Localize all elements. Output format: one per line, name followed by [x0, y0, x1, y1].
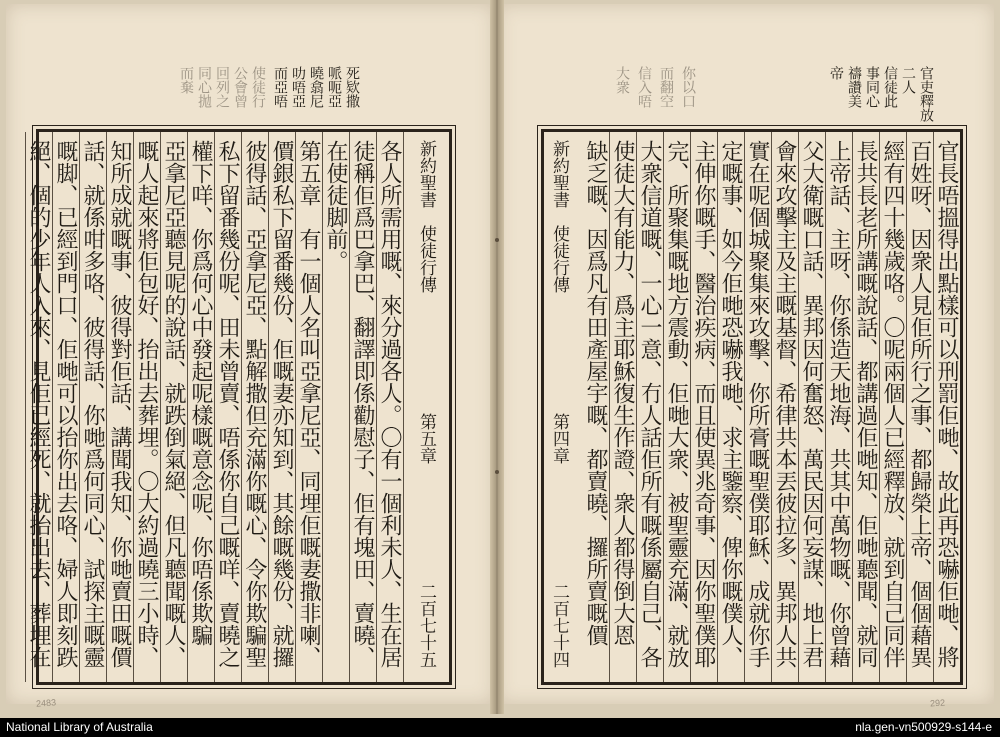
- right-bleed-column: 而翻空: [658, 66, 674, 108]
- right-pencil-mark: 292: [929, 697, 946, 709]
- right-bleed-column: 禱讚美: [846, 66, 862, 108]
- left-text-column: 嘅脚、已經到門口、佢哋可以抬你出去咯、婦人即刻跌: [52, 132, 79, 682]
- item-identifier: nla.gen-vn500929-s144-e: [855, 720, 992, 734]
- right-running-header: [536, 132, 582, 682]
- left-text-column: 亞拿尼亞聽見呢的說話、就跌倒氣絕、但凡聽聞嘅人、: [160, 132, 187, 682]
- left-text-column: 私下留番幾份呢、田未曾賣、唔係你自己嘅咩、賣曉之: [214, 132, 241, 682]
- left-bleed-column: 而亞唔: [272, 66, 288, 108]
- right-text-column: 完、所聚集嘅地方震動、佢哋大衆、被聖靈充滿、就放: [663, 132, 690, 682]
- left-text-column: 徒稱佢爲巴拿巴、翻譯即係勸慰子、佢有塊田、賣曉、: [349, 132, 376, 682]
- left-page-number: 二百七十五: [416, 583, 436, 668]
- right-text-column: 定嘅事、如今佢哋恐嚇我哋、求主鑒察、俾你嘅僕人、: [717, 132, 744, 682]
- right-bleed-column: 信徒此: [882, 66, 898, 108]
- left-bleed-column: 同心拋: [196, 66, 212, 108]
- left-text-column: 各人所需用嘅、來分過各人。〇有一個利未人、生在居: [376, 132, 403, 682]
- right-bleed-column: 大衆: [614, 66, 630, 94]
- right-bleed-column: 帝: [828, 66, 844, 80]
- left-header-title: 新約聖書 使徒行傳: [416, 140, 436, 293]
- left-header-chapter: 第五章: [416, 412, 436, 464]
- left-bleed-column: 使徒行: [250, 66, 266, 108]
- right-bleed-column: 你以口: [680, 66, 696, 108]
- left-text-column: 權下咩、你爲何心中發起呢樣嘅意念呢、你唔係欺騙: [187, 132, 214, 682]
- attribution-bar: [0, 718, 1000, 737]
- left-text-column: 在使徒脚前。: [322, 132, 349, 682]
- right-bleed-column: 信入唔: [636, 66, 652, 108]
- right-header-chapter: 第四章: [549, 412, 569, 464]
- right-text-column: 實在呢個城聚集來攻擊、你所膏嘅聖僕耶穌、成就你手: [744, 132, 771, 682]
- right-text-column: 大衆信道嘅、一心一意、冇人話佢所有嘅係屬自己、各: [636, 132, 663, 682]
- right-text-column: 缺乏嘅、因爲凡有田產屋宇嘅、都賣曉、攞所賣嘅價: [583, 140, 608, 646]
- left-text-column: 第五章 有一個人名叫亞拿尼亞、同埋佢嘅妻撒非喇、: [295, 132, 322, 682]
- left-bleed-column: 哌呃亞: [326, 66, 342, 108]
- binding-stitch: [495, 470, 499, 474]
- left-bleed-column: 叻唔亞: [290, 66, 306, 108]
- right-bleed-column: 事同心: [864, 66, 880, 108]
- left-bleed-column: 回列之: [214, 66, 230, 108]
- left-text-column: 價銀私下留番幾份、佢嘅妻亦知到、其餘嘅幾份、就攞: [268, 132, 295, 682]
- left-bleed-column: 曉翕尼: [308, 66, 324, 108]
- left-bleed-column: 公會曾: [232, 66, 248, 108]
- right-text-column: 長共長老所講嘅說話、都講過佢哋知、佢哋聽聞、就同: [852, 132, 879, 682]
- left-text-column: 嘅人起來將佢包好、抬出去葬埋。〇大約過曉三小時、: [133, 132, 160, 682]
- left-running-header: [403, 132, 449, 682]
- left-text-frame: [26, 129, 452, 685]
- right-text-column: 會來攻擊主及主嘅基督、希律共本丟彼拉多、異邦人共: [771, 132, 798, 682]
- library-name: National Library of Australia: [6, 720, 153, 734]
- book-gutter: [490, 0, 504, 714]
- left-text-column: 知所成就嘅事、彼得對佢話、講聞我知、你哋賣田嘅價: [106, 132, 133, 682]
- left-text-column: 彼得話、亞拿尼亞、點解撒但充滿你嘅心、令你欺騙聖: [241, 132, 268, 682]
- left-bleed-column: 而棄: [178, 66, 194, 94]
- right-header-title: 新約聖書 使徒行傳: [549, 140, 569, 293]
- right-text-column: 主伸你嘅手、醫治疾病、而且使異兆奇事、因你聖僕耶: [690, 132, 717, 682]
- right-text-column: 官長唔搵得出點樣可以刑罰佢哋、故此再恐嚇佢哋、將: [933, 132, 960, 682]
- left-text-column: 絕、個的少年人入來、見佢已經死、就抬出去、葬埋在: [25, 132, 52, 682]
- left-bleed-column: 死欵撒: [344, 66, 360, 108]
- right-text-frame: [541, 129, 963, 685]
- right-text-column: 父大衛嘅口話、異邦因何奮怒、萬民因何妄謀、地上君: [798, 132, 825, 682]
- right-text-column: 上帝話、主呀、你係造天地海、共其中萬物嘅、你曾藉: [825, 132, 852, 682]
- right-bleed-column: 二人: [900, 66, 916, 94]
- right-bleed-column: 官吏釋放: [918, 66, 934, 122]
- right-page-number: 二百七十四: [549, 583, 569, 668]
- binding-stitch: [495, 238, 499, 242]
- left-pencil-mark: 2483: [35, 697, 57, 709]
- right-text-column: 使徒大有能力、爲主耶穌復生作證、衆人都得倒大恩: [609, 132, 636, 682]
- right-text-column: 百姓呀、因衆人見佢所行之事、都歸榮上帝、個個藉異: [906, 132, 933, 682]
- left-text-column: 話、就係咁多咯、彼得話、你哋爲何同心、試探主嘅靈: [79, 132, 106, 682]
- right-text-column: 經有四十幾歲咯。〇呢兩個人已經釋放、就到自己同伴: [879, 132, 906, 682]
